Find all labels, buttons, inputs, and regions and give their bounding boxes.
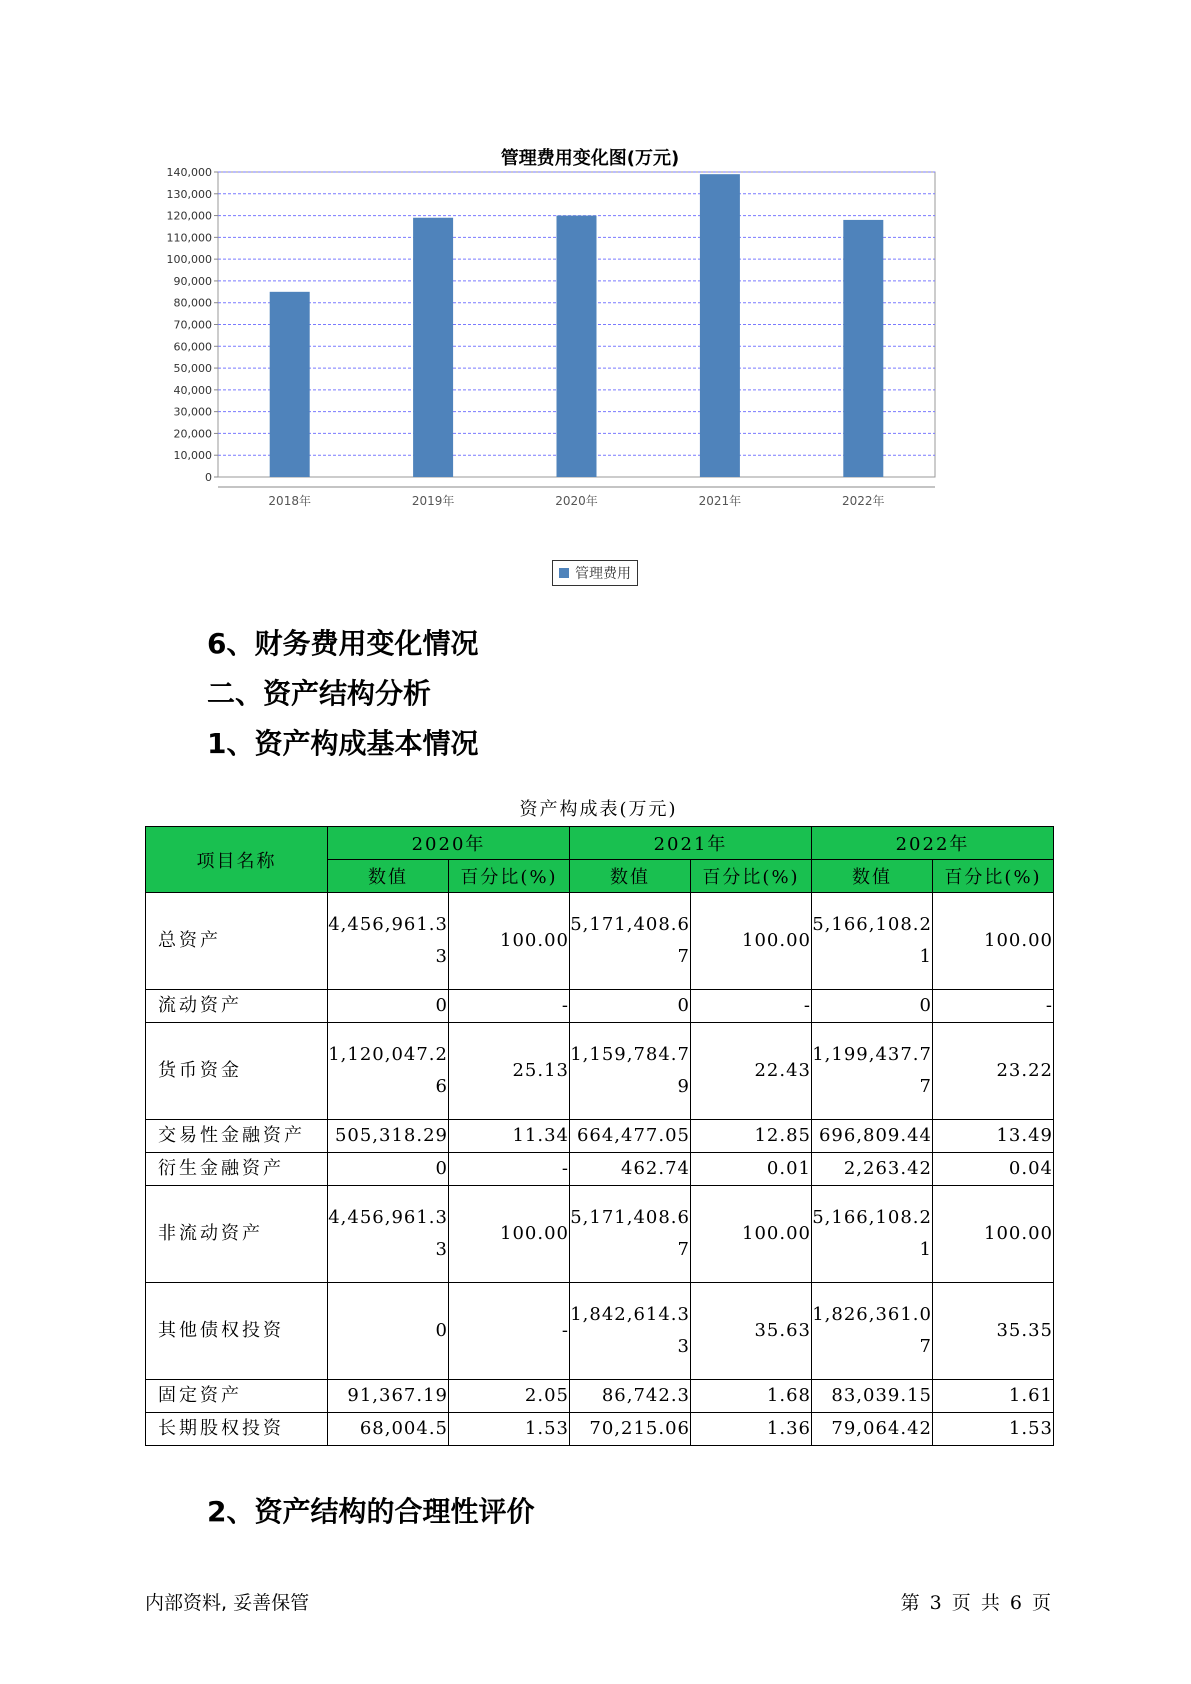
- percent-cell: 100.00: [933, 893, 1054, 990]
- value-cell: 4,456,961.33: [328, 893, 449, 990]
- expense-chart: [150, 130, 1030, 590]
- header-value: 数值: [570, 860, 691, 893]
- value-cell: 2,263.42: [812, 1153, 933, 1186]
- header-percent: 百分比(%): [691, 860, 812, 893]
- value-cell: 91,367.19: [328, 1380, 449, 1413]
- footer-page-number: 第 3 页 共 6 页: [900, 1592, 1051, 1614]
- y-tick-label: 80,000: [173, 296, 212, 310]
- percent-cell: 1.53: [449, 1413, 570, 1446]
- bar: [843, 220, 883, 477]
- row-label: 总资产: [146, 893, 328, 990]
- percent-cell: 2.05: [449, 1380, 570, 1413]
- row-label: 货币资金: [146, 1023, 328, 1120]
- value-cell: 68,004.5: [328, 1413, 449, 1446]
- x-tick-label: 2018年: [268, 494, 311, 508]
- header-year-2020: 2020年: [328, 827, 570, 860]
- value-cell: 83,039.15: [812, 1380, 933, 1413]
- value-cell: 5,166,108.21: [812, 893, 933, 990]
- table-row: [146, 1120, 1054, 1153]
- y-tick-label: 110,000: [166, 231, 212, 245]
- value-cell: 0: [328, 1283, 449, 1380]
- value-cell: 1,120,047.26: [328, 1023, 449, 1120]
- bar: [557, 216, 597, 477]
- table-row: [146, 1380, 1054, 1413]
- table-row: [146, 1153, 1054, 1186]
- bar: [700, 174, 740, 477]
- percent-cell: 35.63: [691, 1283, 812, 1380]
- percent-cell: 25.13: [449, 1023, 570, 1120]
- header-value: 数值: [328, 860, 449, 893]
- heading-asset-composition: 1、资产构成基本情况: [207, 727, 479, 760]
- header-year-2021: 2021年: [570, 827, 812, 860]
- chart-title: 管理费用变化图(万元): [500, 148, 680, 169]
- legend-label: 管理费用: [575, 566, 631, 582]
- value-cell: 5,171,408.67: [570, 1186, 691, 1283]
- value-cell: 0: [328, 990, 449, 1023]
- percent-cell: 100.00: [691, 893, 812, 990]
- table-row: [146, 1186, 1054, 1283]
- percent-cell: 23.22: [933, 1023, 1054, 1120]
- chart-canvas: [150, 130, 1030, 590]
- value-cell: 664,477.05: [570, 1120, 691, 1153]
- y-tick-label: 50,000: [173, 362, 212, 376]
- header-value: 数值: [812, 860, 933, 893]
- x-tick-label: 2022年: [842, 494, 885, 508]
- table-row: [146, 1283, 1054, 1380]
- y-tick-label: 0: [205, 471, 212, 484]
- percent-cell: 22.43: [691, 1023, 812, 1120]
- percent-cell: 1.36: [691, 1413, 812, 1446]
- value-cell: 462.74: [570, 1153, 691, 1186]
- row-label: 非流动资产: [146, 1186, 328, 1283]
- percent-cell: 100.00: [933, 1186, 1054, 1283]
- percent-cell: -: [691, 990, 812, 1023]
- row-label: 流动资产: [146, 990, 328, 1023]
- percent-cell: -: [449, 990, 570, 1023]
- table-row: [146, 1023, 1054, 1120]
- header-year-2022: 2022年: [812, 827, 1054, 860]
- value-cell: 5,166,108.21: [812, 1186, 933, 1283]
- y-tick-label: 10,000: [173, 449, 212, 463]
- row-label: 长期股权投资: [146, 1413, 328, 1446]
- x-tick-label: 2021年: [698, 494, 742, 508]
- row-label: 固定资产: [146, 1380, 328, 1413]
- y-tick-label: 100,000: [166, 253, 212, 267]
- y-tick-label: 70,000: [173, 318, 212, 332]
- value-cell: 696,809.44: [812, 1120, 933, 1153]
- y-tick-label: 90,000: [173, 274, 212, 288]
- y-tick-label: 140,000: [166, 166, 212, 179]
- value-cell: 79,064.42: [812, 1413, 933, 1446]
- row-label: 衍生金融资产: [146, 1153, 328, 1186]
- value-cell: 5,171,408.67: [570, 893, 691, 990]
- percent-cell: 100.00: [449, 893, 570, 990]
- y-tick-label: 60,000: [173, 340, 212, 354]
- percent-cell: 100.00: [449, 1186, 570, 1283]
- y-tick-label: 20,000: [173, 427, 212, 441]
- asset-composition-table: [145, 826, 1054, 1446]
- value-cell: 1,842,614.33: [570, 1283, 691, 1380]
- header-percent: 百分比(%): [933, 860, 1054, 893]
- bar: [413, 218, 453, 477]
- percent-cell: 1.68: [691, 1380, 812, 1413]
- percent-cell: 0.04: [933, 1153, 1054, 1186]
- y-tick-label: 130,000: [166, 187, 212, 201]
- row-label: 交易性金融资产: [146, 1120, 328, 1153]
- x-tick-label: 2020年: [555, 494, 598, 508]
- heading-finance-expense: 6、财务费用变化情况: [207, 627, 479, 660]
- value-cell: 1,199,437.77: [812, 1023, 933, 1120]
- value-cell: 0: [328, 1153, 449, 1186]
- header-percent: 百分比(%): [449, 860, 570, 893]
- chart-legend: [552, 560, 638, 586]
- value-cell: 86,742.3: [570, 1380, 691, 1413]
- percent-cell: 12.85: [691, 1120, 812, 1153]
- percent-cell: -: [449, 1153, 570, 1186]
- value-cell: 0: [570, 990, 691, 1023]
- value-cell: 0: [812, 990, 933, 1023]
- legend-swatch: [559, 568, 569, 578]
- value-cell: 70,215.06: [570, 1413, 691, 1446]
- percent-cell: 35.35: [933, 1283, 1054, 1380]
- value-cell: 1,826,361.07: [812, 1283, 933, 1380]
- percent-cell: 13.49: [933, 1120, 1054, 1153]
- table-row: [146, 893, 1054, 990]
- percent-cell: 1.53: [933, 1413, 1054, 1446]
- row-label: 其他债权投资: [146, 1283, 328, 1380]
- heading-structure-evaluation: 2、资产结构的合理性评价: [207, 1495, 535, 1528]
- percent-cell: -: [449, 1283, 570, 1380]
- percent-cell: -: [933, 990, 1054, 1023]
- header-item-name: 项目名称: [146, 827, 328, 893]
- percent-cell: 11.34: [449, 1120, 570, 1153]
- y-tick-label: 40,000: [173, 383, 212, 397]
- percent-cell: 100.00: [691, 1186, 812, 1283]
- percent-cell: 0.01: [691, 1153, 812, 1186]
- x-tick-label: 2019年: [411, 494, 455, 508]
- y-tick-label: 30,000: [173, 405, 212, 419]
- table-caption: 资产构成表(万元): [519, 799, 678, 820]
- value-cell: 4,456,961.33: [328, 1186, 449, 1283]
- percent-cell: 1.61: [933, 1380, 1054, 1413]
- footer-confidential: 内部资料, 妥善保管: [145, 1592, 310, 1614]
- bar: [270, 292, 310, 477]
- table-row: [146, 990, 1054, 1023]
- value-cell: 1,159,784.79: [570, 1023, 691, 1120]
- heading-asset-structure: 二、资产结构分析: [207, 677, 432, 710]
- value-cell: 505,318.29: [328, 1120, 449, 1153]
- y-tick-label: 120,000: [166, 209, 212, 223]
- table-row: [146, 1413, 1054, 1446]
